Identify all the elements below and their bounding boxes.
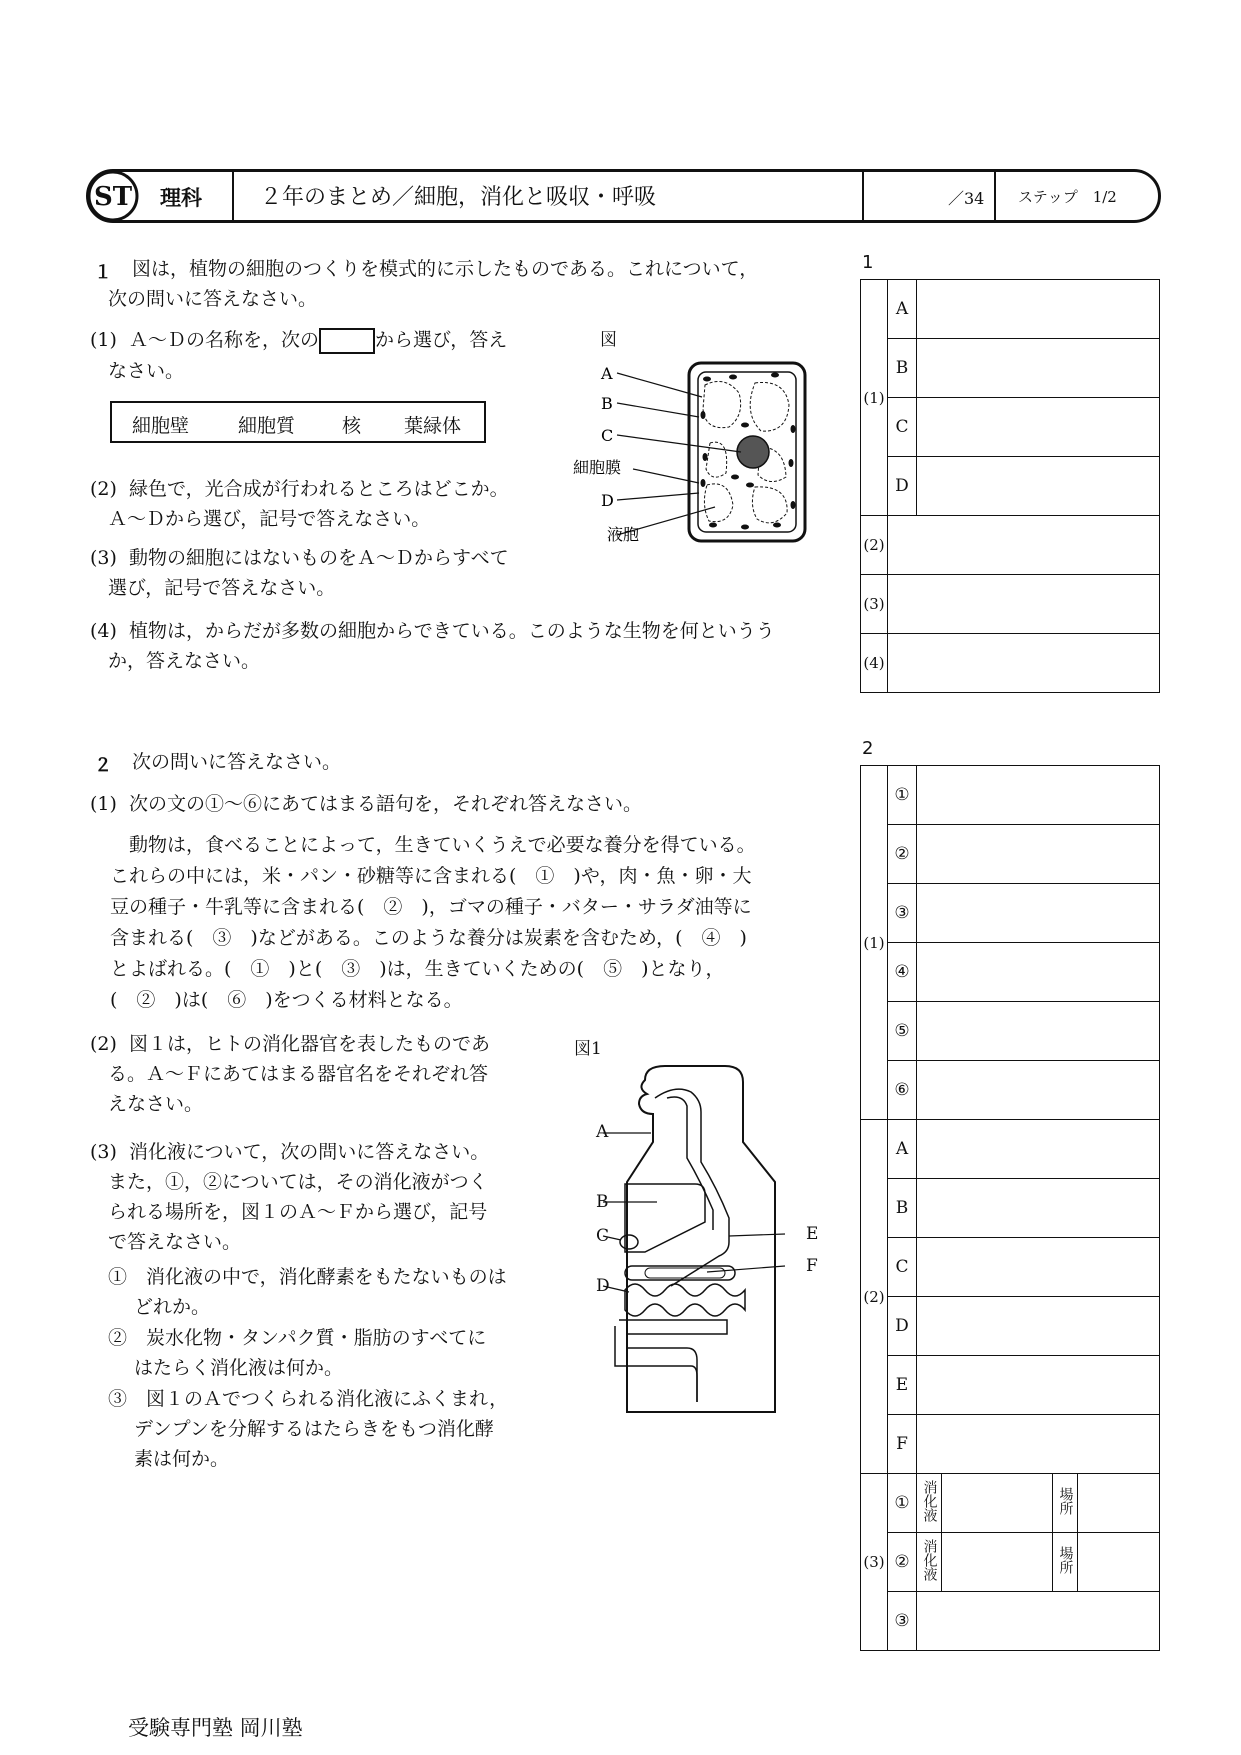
answer2-place-field[interactable] <box>1078 1474 1160 1533</box>
q1-sub1 <box>90 325 507 355</box>
q2-sub3-cont: また，①，②については，その消化液がつく <box>108 1171 488 1193</box>
q2-sub3-item: ③ 図１のＡでつくられる消化液にふくまれ， <box>108 1388 509 1410</box>
cell-label-vacuole: 液胞 <box>607 525 640 544</box>
answer1-group-label: (1) <box>861 280 888 516</box>
q1-sub1-cont: なさい。 <box>108 360 185 382</box>
q1-intro: 図は，植物の細胞のつくりを模式的に示したものである。これについて， <box>132 258 759 280</box>
choice-item: 細胞壁 <box>132 415 190 437</box>
answer2-field[interactable] <box>917 1592 1160 1651</box>
st-logo <box>86 169 140 223</box>
organ-label-c: C <box>596 1226 610 1246</box>
answer2-liquid-field[interactable] <box>942 1474 1053 1533</box>
answer2-field[interactable] <box>917 1120 1160 1179</box>
organ-label-e: E <box>806 1224 819 1244</box>
answer2-key: ① <box>888 766 917 825</box>
liquid-label: 消化液 <box>921 1538 938 1581</box>
header-divider <box>994 172 996 220</box>
step-label: ステップ 1/2 <box>1018 188 1117 206</box>
answer2-key: ④ <box>888 943 917 1002</box>
answer1-heading: 1 <box>862 252 874 273</box>
choice-box-ref <box>319 328 375 354</box>
q1-intro-2: 次の問いに答えなさい。 <box>108 288 318 310</box>
answer2-key: ⑤ <box>888 1002 917 1061</box>
header-divider <box>862 172 864 220</box>
answer2-group-label: (3) <box>861 1474 888 1651</box>
answer1-label: (4) <box>861 634 888 693</box>
answer1-field[interactable] <box>888 634 1160 693</box>
subject-label: 理科 <box>160 186 202 210</box>
organ-label-a: A <box>596 1122 609 1142</box>
cell-label-a: A <box>601 364 613 383</box>
q2-intro: 次の問いに答えなさい。 <box>132 751 342 773</box>
answer1-field[interactable] <box>888 516 1160 575</box>
q2-sub2-cont: る。Ａ～Ｆにあてはまる器官名をそれぞれ答 <box>108 1063 489 1085</box>
answer2-field[interactable] <box>917 1356 1160 1415</box>
choice-item: 核 <box>342 415 362 437</box>
answer2-field[interactable] <box>917 884 1160 943</box>
organ-label-b: B <box>596 1192 609 1212</box>
q2-sub3-cont: られる場所を，図１のＡ～Ｆから選び，記号 <box>108 1201 488 1223</box>
passage-line: 含まれる( ③ )などがある。このような養分は炭素を含むため，( ④ ) <box>110 927 747 949</box>
score-label: ／34 <box>948 189 985 208</box>
place-label: 場所 <box>1057 1545 1074 1574</box>
answer2-place-field[interactable] <box>1078 1533 1160 1592</box>
answer2-key: A <box>888 1120 917 1179</box>
answer2-key: ③ <box>888 1592 917 1651</box>
q1-number: １ <box>94 262 112 283</box>
answer2-group-label: (2) <box>861 1120 888 1474</box>
q2-sub3-cont: で答えなさい。 <box>108 1231 242 1253</box>
answer1-field[interactable] <box>917 398 1160 457</box>
place-label: 場所 <box>1057 1486 1074 1515</box>
answer2-field[interactable] <box>917 1179 1160 1238</box>
liquid-label-cell <box>917 1474 942 1533</box>
passage-line: これらの中には，米・パン・砂糖等に含まれる( ① )や，肉・魚・卵・大 <box>110 865 752 887</box>
answer2-heading: 2 <box>862 738 874 759</box>
answer2-field[interactable] <box>917 766 1160 825</box>
answer2-field[interactable] <box>917 1061 1160 1120</box>
digestive-figure-caption: 図1 <box>574 1039 602 1059</box>
q2-sub2-cont: えなさい。 <box>108 1093 204 1115</box>
q2-sub1: (1) 次の文の①～⑥にあてはまる語句を，それぞれ答えなさい。 <box>90 793 642 815</box>
answer2-field[interactable] <box>917 1238 1160 1297</box>
answer2-field[interactable] <box>917 1415 1160 1474</box>
answer2-key: ② <box>888 825 917 884</box>
answer1-field[interactable] <box>917 339 1160 398</box>
cell-label-d: D <box>601 491 614 510</box>
answer2-field[interactable] <box>917 943 1160 1002</box>
answer2-key: F <box>888 1415 917 1474</box>
answer1-key: C <box>888 398 917 457</box>
logo-text: ST <box>93 182 133 212</box>
cell-label-c: C <box>601 426 614 445</box>
q1-sub4-cont: か，答えなさい。 <box>108 650 261 672</box>
answer2-key: E <box>888 1356 917 1415</box>
passage-line: 豆の種子・牛乳等に含まれる( ② )，ゴマの種子・バター・サラダ油等に <box>110 896 752 918</box>
answer2-field[interactable] <box>917 825 1160 884</box>
footer-school-name: 受験専門塾 岡川塾 <box>128 1716 303 1740</box>
plant-cell-diagram <box>565 355 835 555</box>
passage-line: ( ② )は( ⑥ )をつくる材料となる。 <box>110 989 463 1011</box>
answer-table-1 <box>860 279 1160 693</box>
choice-item: 葉緑体 <box>404 415 462 437</box>
q1-sub2-cont: Ａ～Ｄから選び，記号で答えなさい。 <box>108 508 431 530</box>
q1-sub1-text-a: (1) Ａ～Ｄの名称を，次の <box>90 329 319 351</box>
choice-box <box>110 401 486 443</box>
answer2-key: C <box>888 1238 917 1297</box>
answer2-field[interactable] <box>917 1297 1160 1356</box>
liquid-label-cell <box>917 1533 942 1592</box>
q2-sub3-item-cont: はたらく消化液は何か。 <box>134 1357 344 1379</box>
passage-line: 動物は，食べることによって，生きていくうえで必要な養分を得ている。 <box>110 834 756 856</box>
answer2-liquid-field[interactable] <box>942 1533 1053 1592</box>
answer2-key: ② <box>888 1533 917 1592</box>
q1-sub4: (4) 植物は，からだが多数の細胞からできている。このような生物を何というう <box>90 620 775 642</box>
q1-sub3-cont: 選び，記号で答えなさい。 <box>108 577 336 599</box>
liquid-label: 消化液 <box>921 1479 938 1522</box>
answer2-key: ① <box>888 1474 917 1533</box>
header-divider <box>232 172 234 220</box>
q2-sub3-item-cont: 素は何か。 <box>134 1448 230 1470</box>
answer1-field[interactable] <box>917 280 1160 339</box>
passage-line: とよばれる。( ① )と( ③ )は，生きていくための( ⑤ )となり， <box>110 958 725 980</box>
answer1-field[interactable] <box>917 457 1160 516</box>
cell-figure-caption: 図 <box>600 330 617 350</box>
answer2-key: D <box>888 1297 917 1356</box>
q1-sub1-text-b: から選び，答え <box>375 329 508 351</box>
place-label-cell <box>1053 1474 1078 1533</box>
answer1-key: D <box>888 457 917 516</box>
q2-sub3-item: ① 消化液の中で，消化酵素をもたないものは <box>108 1266 507 1288</box>
answer1-label: (3) <box>861 575 888 634</box>
organ-label-f: F <box>806 1256 818 1276</box>
q1-sub2: (2) 緑色で，光合成が行われるところはどこか。 <box>90 478 509 500</box>
q2-sub3: (3) 消化液について，次の問いに答えなさい。 <box>90 1141 490 1163</box>
answer2-key: ⑥ <box>888 1061 917 1120</box>
answer-table-2 <box>860 765 1160 1651</box>
answer2-group-label: (1) <box>861 766 888 1120</box>
place-label-cell <box>1053 1533 1078 1592</box>
q2-number: ２ <box>94 755 112 776</box>
q1-sub3: (3) 動物の細胞にはないものをＡ～Ｄからすべて <box>90 547 509 569</box>
q2-sub3-item-cont: デンプンを分解するはたらきをもつ消化酵 <box>134 1418 494 1440</box>
answer1-label: (2) <box>861 516 888 575</box>
answer2-field[interactable] <box>917 1002 1160 1061</box>
organ-label-d: D <box>596 1276 610 1296</box>
cell-label-membrane: 細胞膜 <box>573 458 622 477</box>
cell-label-b: B <box>601 394 613 413</box>
q2-sub3-item: ② 炭水化物・タンパク質・脂肪のすべてに <box>108 1327 487 1349</box>
q2-sub2: (2) 図１は，ヒトの消化器官を表したものであ <box>90 1033 490 1055</box>
answer1-key: A <box>888 280 917 339</box>
answer1-field[interactable] <box>888 575 1160 634</box>
q2-sub3-item-cont: どれか。 <box>134 1296 211 1318</box>
answer1-key: B <box>888 339 917 398</box>
answer2-key: B <box>888 1179 917 1238</box>
worksheet-title: ２年のまとめ／細胞，消化と吸収・呼吸 <box>260 185 657 210</box>
choice-item: 細胞質 <box>238 415 296 437</box>
answer2-key: ③ <box>888 884 917 943</box>
